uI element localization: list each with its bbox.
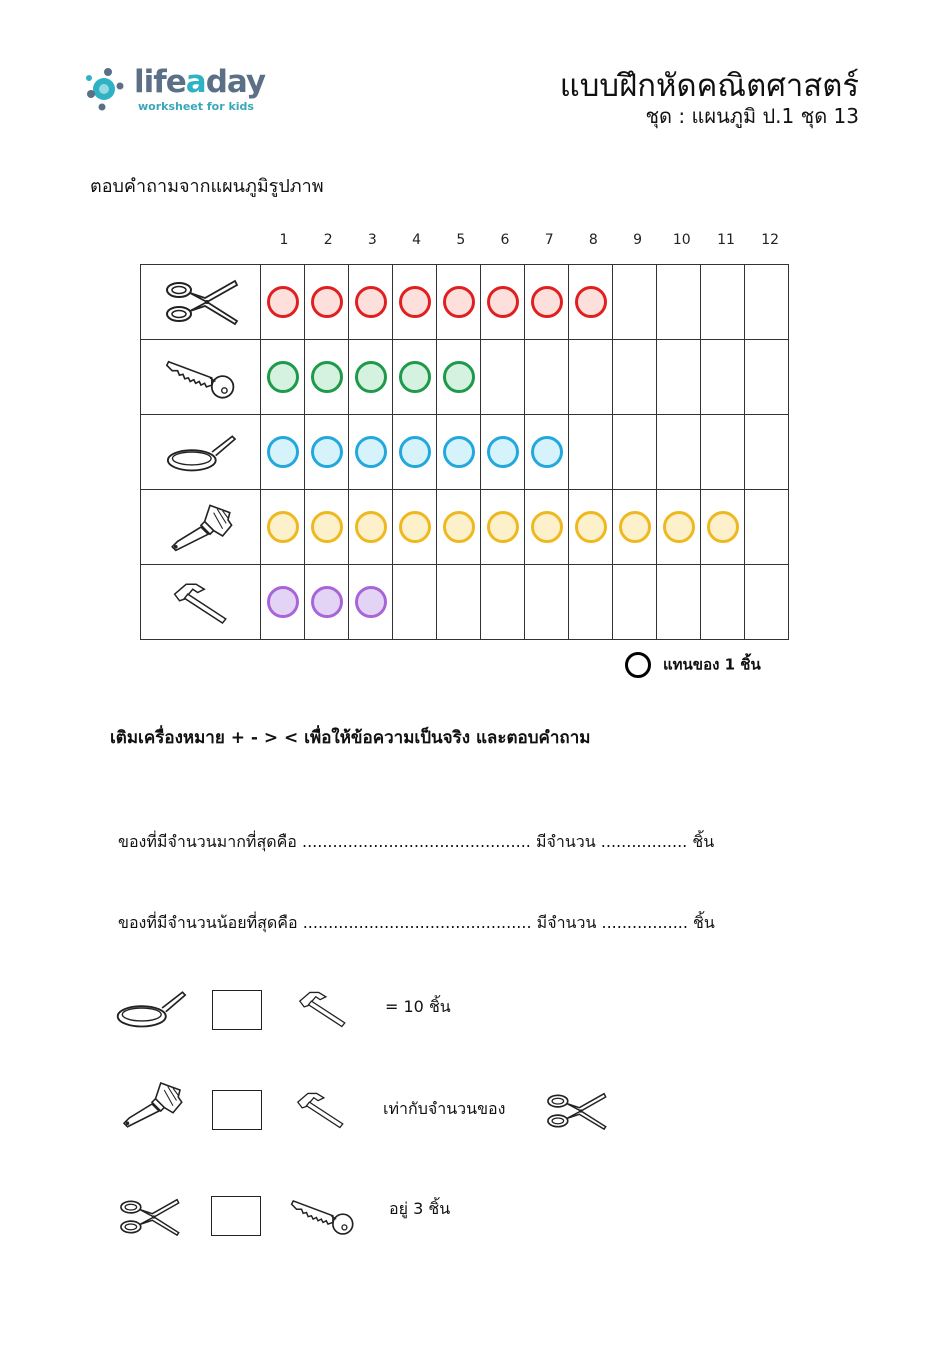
chart-row <box>141 490 789 565</box>
equation-1-text: = 10 ชิ้น <box>385 997 451 1016</box>
count-circle <box>267 586 299 618</box>
grid-cell <box>481 490 525 565</box>
grid-cell <box>569 415 613 490</box>
grid-cell <box>349 565 393 640</box>
grid-cell <box>305 490 349 565</box>
grid-cell <box>745 415 789 490</box>
grid-cell <box>305 415 349 490</box>
grid-cell <box>525 265 569 340</box>
column-number: 1 <box>279 232 289 248</box>
count-circle <box>443 286 475 318</box>
legend-text: แทนของ 1 ชิ้น <box>663 655 761 674</box>
grid-cell <box>613 565 657 640</box>
grid-cell <box>305 265 349 340</box>
grid-cell <box>437 565 481 640</box>
grid-cell <box>261 340 305 415</box>
grid-cell <box>349 490 393 565</box>
grid-cell <box>349 340 393 415</box>
question-least: ของที่มีจำนวนน้อยที่สุดคือ ............................................. มีจำนวน ................. ชิ้น <box>118 913 715 932</box>
count-circle <box>487 511 519 543</box>
column-number: 3 <box>367 232 377 248</box>
grid-cell <box>657 265 701 340</box>
grid-cell <box>525 340 569 415</box>
chart-row <box>141 415 789 490</box>
operator-box-2[interactable] <box>212 1090 262 1130</box>
count-circle <box>311 286 343 318</box>
frying-pan-icon <box>163 429 239 475</box>
grid-cell <box>525 565 569 640</box>
grid-cell <box>393 265 437 340</box>
grid-cell <box>393 415 437 490</box>
count-circle <box>267 361 299 393</box>
grid-cell <box>261 490 305 565</box>
paintbrush-icon <box>165 499 237 555</box>
grid-cell <box>613 415 657 490</box>
grid-cell <box>393 340 437 415</box>
grid-cell <box>481 340 525 415</box>
chart-row <box>141 565 789 640</box>
count-circle <box>399 436 431 468</box>
grid-cell <box>437 490 481 565</box>
column-number: 10 <box>672 232 691 248</box>
column-number: 12 <box>761 232 780 248</box>
chart-row <box>141 265 789 340</box>
column-number: 5 <box>456 232 466 248</box>
row-label-cell <box>141 565 261 640</box>
hammer-icon <box>294 985 352 1031</box>
logo-wordmark: lifeaday <box>134 64 266 100</box>
grid-cell <box>569 265 613 340</box>
page-subtitle: ชุด : แผนภูมิ ป.1 ชุด 13 <box>645 104 859 128</box>
key-icon <box>290 1192 356 1238</box>
column-number: 4 <box>412 232 422 248</box>
scissors-icon <box>161 277 241 327</box>
count-circle <box>399 511 431 543</box>
operator-box-1[interactable] <box>212 990 262 1030</box>
row-label-cell <box>141 340 261 415</box>
row-label-cell <box>141 415 261 490</box>
grid-cell <box>613 265 657 340</box>
section2-heading: เติมเครื่องหมาย + - > < เพื่อให้ข้อความเป็นจริง และตอบคำถาม <box>110 728 591 748</box>
chart-legend <box>625 652 761 678</box>
count-circle <box>267 286 299 318</box>
legend-circle-icon <box>625 652 651 678</box>
grid-cell <box>481 265 525 340</box>
grid-cell <box>657 340 701 415</box>
column-number: 9 <box>633 232 643 248</box>
grid-cell <box>701 265 745 340</box>
column-number: 6 <box>500 232 510 248</box>
count-circle <box>355 361 387 393</box>
count-circle <box>663 511 695 543</box>
grid-cell <box>613 340 657 415</box>
count-circle <box>311 436 343 468</box>
grid-cell <box>525 415 569 490</box>
count-circle <box>707 511 739 543</box>
grid-cell <box>305 565 349 640</box>
equation-2-text: เท่ากับจำนวนของ <box>383 1099 506 1118</box>
count-circle <box>267 511 299 543</box>
grid-cell <box>569 490 613 565</box>
grid-cell <box>745 490 789 565</box>
grid-cell <box>349 265 393 340</box>
grid-cell <box>569 565 613 640</box>
grid-cell <box>701 415 745 490</box>
grid-cell <box>393 490 437 565</box>
equation-3-text: อยู่ 3 ชิ้น <box>389 1199 451 1218</box>
frying-pan-icon <box>114 984 188 1032</box>
grid-cell <box>481 415 525 490</box>
count-circle <box>487 436 519 468</box>
column-number: 8 <box>588 232 598 248</box>
count-circle <box>443 511 475 543</box>
count-circle <box>355 436 387 468</box>
grid-cell <box>349 415 393 490</box>
count-circle <box>531 511 563 543</box>
column-number: 7 <box>544 232 554 248</box>
grid-cell <box>305 340 349 415</box>
hammer-icon <box>292 1086 350 1132</box>
count-circle <box>619 511 651 543</box>
grid-cell <box>261 565 305 640</box>
hammer-icon <box>168 578 234 626</box>
column-number: 11 <box>717 232 735 248</box>
count-circle <box>355 586 387 618</box>
grid-cell <box>437 265 481 340</box>
grid-cell <box>613 490 657 565</box>
instruction-text: ตอบคำถามจากแผนภูมิรูปภาพ <box>90 176 324 197</box>
chart-row <box>141 340 789 415</box>
count-circle <box>311 361 343 393</box>
grid-cell <box>745 340 789 415</box>
grid-cell <box>745 265 789 340</box>
row-label-cell <box>141 490 261 565</box>
count-circle <box>487 286 519 318</box>
count-circle <box>443 361 475 393</box>
count-circle <box>355 511 387 543</box>
page-title: แบบฝึกหัดคณิตศาสตร์ <box>559 68 859 104</box>
count-circle <box>531 286 563 318</box>
grid-cell <box>745 565 789 640</box>
key-icon <box>165 354 237 400</box>
count-circle <box>311 511 343 543</box>
grid-cell <box>481 565 525 640</box>
grid-cell <box>437 415 481 490</box>
count-circle <box>267 436 299 468</box>
grid-cell <box>525 490 569 565</box>
row-label-cell <box>141 265 261 340</box>
count-circle <box>311 586 343 618</box>
grid-cell <box>701 490 745 565</box>
logo-molecule-icon <box>82 64 132 114</box>
operator-box-3[interactable] <box>211 1196 261 1236</box>
count-circle <box>443 436 475 468</box>
scissors-icon <box>543 1090 609 1132</box>
count-circle <box>355 286 387 318</box>
logo-tagline: worksheet for kids <box>138 100 254 113</box>
grid-cell <box>261 265 305 340</box>
count-circle <box>399 361 431 393</box>
grid-cell <box>569 340 613 415</box>
count-circle <box>575 511 607 543</box>
column-number: 2 <box>323 232 333 248</box>
grid-cell <box>657 490 701 565</box>
pictograph-table <box>140 264 789 640</box>
count-circle <box>399 286 431 318</box>
paintbrush-icon <box>117 1076 187 1132</box>
grid-cell <box>701 340 745 415</box>
lifeaday-logo <box>82 60 282 120</box>
question-most: ของที่มีจำนวนมากที่สุดคือ ............................................. มีจำนวน ................. ชิ้น <box>118 832 715 851</box>
grid-cell <box>437 340 481 415</box>
grid-cell <box>261 415 305 490</box>
grid-cell <box>701 565 745 640</box>
scissors-icon <box>116 1196 182 1238</box>
count-circle <box>531 436 563 468</box>
grid-cell <box>393 565 437 640</box>
count-circle <box>575 286 607 318</box>
grid-cell <box>657 565 701 640</box>
grid-cell <box>657 415 701 490</box>
